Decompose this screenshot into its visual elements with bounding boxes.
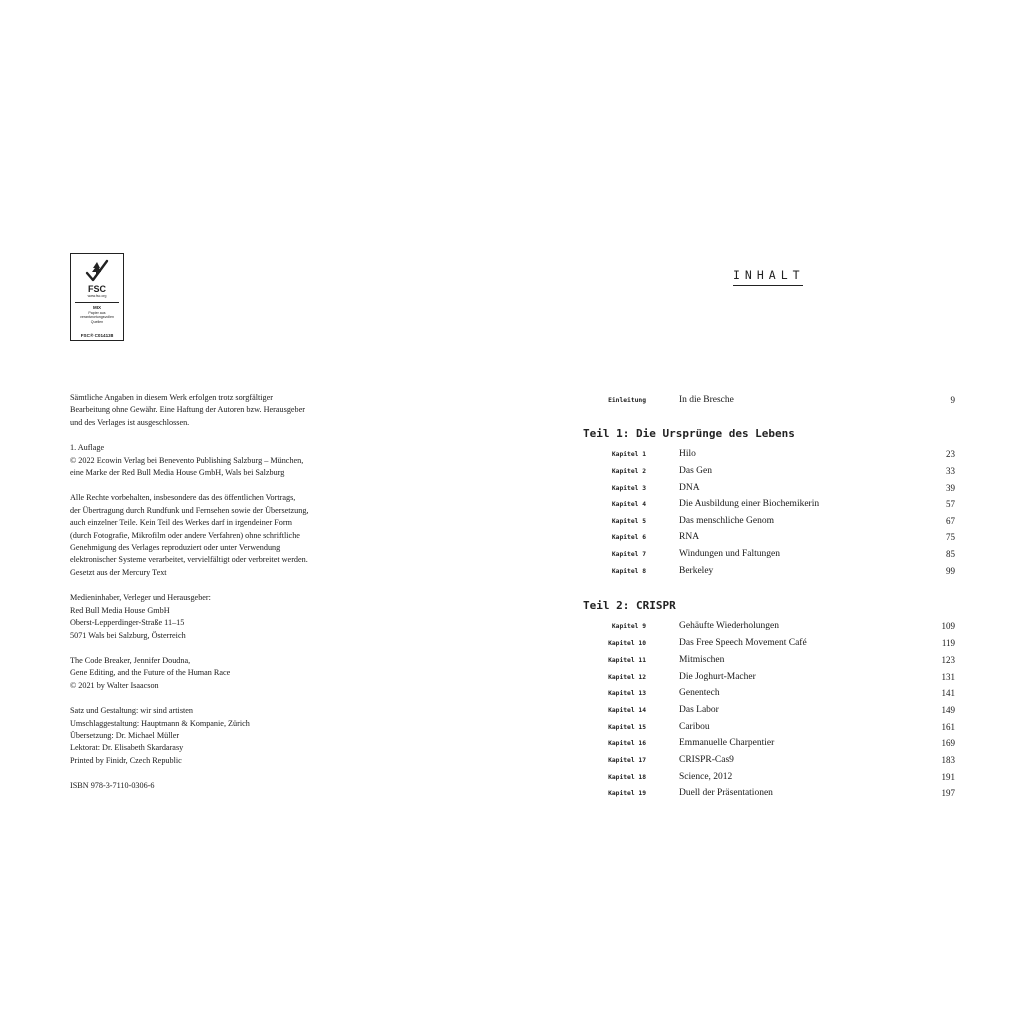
toc-entry-title: Die Joghurt-Macher (679, 672, 756, 682)
toc-entry-page: 109 (941, 621, 955, 631)
toc-entry-page: 197 (941, 788, 955, 798)
toc-entry-label: Kapitel 4 (611, 501, 646, 508)
toc-chapter-entry (583, 549, 955, 563)
imprint-rights (70, 492, 370, 579)
toc-entry-page: 99 (946, 566, 955, 576)
toc-chapter-entry (583, 705, 955, 719)
toc-entry-title: CRISPR-Cas9 (679, 755, 734, 765)
toc-entry-title: Das Free Speech Movement Café (679, 638, 807, 648)
toc-entry-title: Emmanuelle Charpentier (679, 738, 775, 748)
toc-chapter-entry (583, 466, 955, 480)
toc-part-heading: Teil 2: CRISPR (583, 599, 676, 612)
toc-chapter-entry (583, 788, 955, 802)
imprint-block (70, 392, 370, 806)
toc-entry-label: Kapitel 14 (608, 707, 646, 714)
toc-entry-label: Kapitel 13 (608, 690, 646, 697)
imprint-line: Oberst-Lepperdinger-Straße 11–15 (70, 618, 185, 628)
toc-entry-label: Kapitel 9 (611, 623, 646, 630)
toc-entry-page: 149 (941, 705, 955, 715)
imprint-line: elektronischer Systeme verarbeitet, vervielfältigt oder verbreitet werden. (70, 555, 308, 565)
imprint-line: © 2022 Ecowin Verlag bei Benevento Publishing Salzburg – München, (70, 455, 304, 465)
toc-entry-label: Kapitel 18 (608, 774, 646, 781)
toc-chapter-entry (583, 499, 955, 513)
imprint-line: Sämtliche Angaben in diesem Werk erfolgen trotz sorgfältiger (70, 393, 273, 402)
toc-entry-page: 119 (941, 638, 955, 648)
fsc-url: www.fsc.org (87, 294, 107, 298)
toc-entry-page: 191 (941, 772, 955, 782)
toc-entry-label: Kapitel 3 (611, 485, 646, 492)
fsc-tree-check-icon (84, 258, 110, 284)
toc-title-underline (733, 285, 803, 286)
toc-entry-title: Duell der Präsentationen (679, 788, 773, 798)
toc-entry-page: 161 (941, 722, 955, 732)
toc-entry-label: Einleitung (608, 397, 646, 404)
toc-chapter-entry (583, 566, 955, 580)
toc-entry-label: Kapitel 11 (608, 657, 646, 664)
toc-entry-page: 39 (946, 483, 955, 493)
toc-intro-entry (583, 395, 955, 409)
toc-chapter-entry (583, 738, 955, 752)
toc-entry-label: Kapitel 7 (611, 551, 646, 558)
toc-entry-title: DNA (679, 483, 700, 493)
toc-part-heading: Teil 1: Die Ursprünge des Lebens (583, 427, 795, 440)
toc-entry-page: 9 (950, 395, 955, 405)
fsc-divider (75, 302, 119, 303)
imprint-line: (durch Fotografie, Mikrofilm oder andere Verfahren) ohne schriftliche (70, 530, 300, 540)
toc-entry-title: Das Labor (679, 705, 719, 715)
imprint-line: The Code Breaker, Jennifer Doudna, (70, 655, 191, 665)
imprint-line: Lektorat: Dr. Elisabeth Skardarasy (70, 743, 184, 753)
imprint-line: Übersetzung: Dr. Michael Müller (70, 730, 180, 740)
toc-entry-label: Kapitel 1 (611, 451, 646, 458)
toc-title: INHALT (733, 268, 805, 282)
toc-entry-title: Gehäufte Wiederholungen (679, 621, 779, 631)
imprint-line: Alle Rechte vorbehalten, insbesondere das des öffentlichen Vortrags, (70, 493, 296, 503)
toc-entry-label: Kapitel 16 (608, 740, 646, 747)
imprint-line: eine Marke der Red Bull Media House GmbH, Wals bei Salzburg (70, 468, 285, 478)
toc-entry-page: 123 (941, 655, 955, 665)
toc-entry-page: 57 (946, 499, 955, 509)
toc-entry-label: Kapitel 17 (608, 757, 646, 764)
toc-entry-page: 169 (941, 738, 955, 748)
imprint-line: Genehmigung des Verlages reproduziert oder unter Verwendung (70, 543, 281, 553)
imprint-publisher (70, 592, 370, 642)
toc-entry-title: Berkeley (679, 566, 714, 576)
imprint-line: Gene Editing, and the Future of the Human Race (70, 668, 231, 678)
toc-entry-title: Genentech (679, 688, 720, 698)
toc-entry-page: 33 (946, 466, 955, 476)
imprint-credits (70, 705, 370, 767)
toc-entry-title: Die Ausbildung einer Biochemikerin (679, 499, 820, 509)
toc-entry-title: RNA (679, 532, 700, 542)
imprint-edition (70, 442, 370, 479)
toc-entry-label: Kapitel 10 (608, 640, 646, 647)
toc-entry-page: 85 (946, 549, 955, 559)
imprint-isbn (70, 780, 370, 792)
toc-entry-title: Das Gen (679, 466, 712, 476)
toc-entry-page: 131 (941, 672, 955, 682)
imprint-line: Printed by Finidr, Czech Republic (70, 755, 182, 765)
imprint-line: Red Bull Media House GmbH (70, 605, 170, 615)
imprint-line: 1. Auflage (70, 443, 105, 453)
toc-entry-label: Kapitel 15 (608, 724, 646, 731)
toc-chapter-entry (583, 722, 955, 736)
toc-entry-title: Das menschliche Genom (679, 516, 774, 526)
imprint-line: auch einzelner Teile. Kein Teil des Werkes darf in irgendeiner Form (70, 518, 292, 528)
toc-entry-label: Kapitel 8 (611, 568, 646, 575)
toc-chapter-entry (583, 655, 955, 669)
toc-chapter-entry (583, 516, 955, 530)
imprint-line: Bearbeitung ohne Gewähr. Eine Haftung der Autoren bzw. Herausgeber (70, 405, 306, 415)
toc-chapter-entry (583, 532, 955, 546)
toc-entry-page: 183 (941, 755, 955, 765)
toc-entry-title: Windungen und Faltungen (679, 549, 780, 559)
imprint-line: Satz und Gestaltung: wir sind artisten (70, 706, 194, 716)
toc-entry-label: Kapitel 6 (611, 534, 646, 541)
toc-entry-page: 141 (941, 688, 955, 698)
imprint-original-edition (70, 655, 370, 692)
fsc-subtitle: Papier aus verantwortungsvollen Quellen (80, 311, 114, 324)
toc-entry-title: Caribou (679, 722, 710, 732)
toc-entry-title: Hilo (679, 449, 696, 459)
fsc-mix-label: MIX (92, 305, 101, 310)
toc-entry-title: Mitmischen (679, 655, 725, 665)
toc-entry-label: Kapitel 12 (608, 674, 646, 681)
toc-chapter-entry (583, 755, 955, 769)
imprint-line: © 2021 by Walter Isaacson (70, 680, 159, 690)
toc-entry-title: Science, 2012 (679, 772, 733, 782)
toc-entry-label: Kapitel 19 (608, 790, 646, 797)
fsc-logo (70, 253, 124, 341)
imprint-disclaimer (70, 392, 370, 429)
imprint-line: und des Verlages ist ausgeschlossen. (70, 417, 190, 427)
toc-entry-page: 67 (946, 516, 955, 526)
toc-chapter-entry (583, 688, 955, 702)
toc-chapter-entry (583, 483, 955, 497)
toc-chapter-entry (583, 449, 955, 463)
toc-entry-label: Kapitel 2 (611, 468, 646, 475)
toc-entry-label: Kapitel 5 (611, 518, 646, 525)
fsc-name: FSC (88, 284, 106, 294)
imprint-line: Medieninhaber, Verleger und Herausgeber: (70, 593, 211, 603)
toc-entry-page: 23 (946, 449, 955, 459)
toc-entry-page: 75 (946, 532, 955, 542)
imprint-line: Gesetzt aus der Mercury Text (70, 567, 167, 577)
imprint-line: Umschlaggestaltung: Hauptmann & Kompanie, Zürich (70, 718, 250, 728)
imprint-line: ISBN 978-3-7110-0306-6 (70, 781, 155, 791)
fsc-license-code: FSC® C014138 (80, 333, 114, 338)
toc-chapter-entry (583, 672, 955, 686)
toc-chapter-entry (583, 638, 955, 652)
imprint-line: der Übertragung durch Rundfunk und Fernsehen sowie der Übersetzung, (70, 505, 309, 515)
imprint-line: 5071 Wals bei Salzburg, Österreich (70, 630, 186, 640)
toc-entry-title: In die Bresche (679, 395, 734, 405)
toc-chapter-entry (583, 772, 955, 786)
toc-chapter-entry (583, 621, 955, 635)
